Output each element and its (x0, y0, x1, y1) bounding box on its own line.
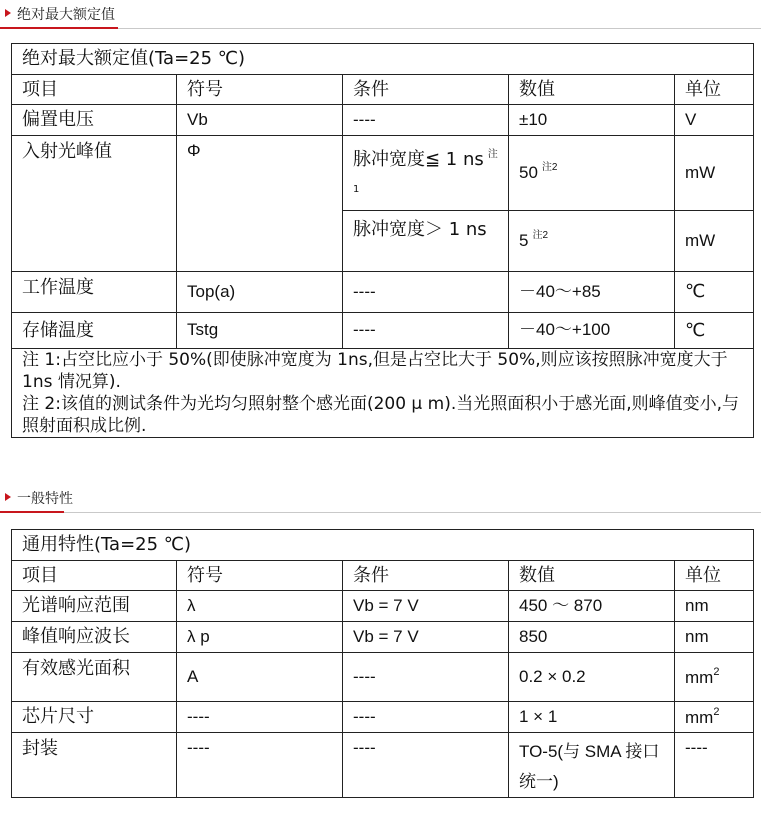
cell-unit: ---- (675, 733, 754, 798)
unit-text: mm (685, 667, 714, 687)
unit-exponent: 2 (713, 665, 720, 678)
table-row (12, 105, 754, 136)
cell-condition: Vb = 7 V (343, 622, 509, 653)
cell-symbol: Φ (177, 136, 343, 272)
header-value: 数值 (509, 75, 675, 105)
cell-unit: nm (675, 591, 754, 622)
cell-item: 偏置电压 (12, 105, 177, 136)
section-title: 绝对最大额定值 (17, 7, 115, 23)
cell-value: －40～+85 (509, 272, 675, 313)
divider-accent (0, 511, 64, 513)
cell-item: 芯片尺寸 (12, 702, 177, 733)
value-text: 50 (519, 163, 538, 183)
general-characteristics-table (11, 529, 754, 798)
condition-text: 脉冲宽度≦ 1 ns (353, 149, 484, 170)
header-item: 项目 (12, 561, 177, 591)
table-row (12, 702, 754, 733)
header-condition: 条件 (343, 75, 509, 105)
section-heading-absolute-max (0, 0, 767, 30)
section-heading-general (0, 484, 767, 514)
table-row (12, 313, 754, 349)
cell-item: 入射光峰值 (12, 136, 177, 272)
cell-symbol: A (177, 653, 343, 702)
table-row (12, 272, 754, 313)
table-row (12, 653, 754, 702)
footnotes (12, 349, 754, 438)
cell-condition: ---- (343, 653, 509, 702)
header-value: 数值 (509, 561, 675, 591)
cell-unit: mW (675, 136, 754, 211)
cell-value (509, 136, 675, 211)
cell-value (509, 211, 675, 272)
cell-condition: ---- (343, 733, 509, 798)
table-row (12, 591, 754, 622)
header-symbol: 符号 (177, 561, 343, 591)
cell-symbol: ---- (177, 733, 343, 798)
cell-symbol: λ p (177, 622, 343, 653)
header-symbol: 符号 (177, 75, 343, 105)
table-row (12, 622, 754, 653)
cell-condition: Vb = 7 V (343, 591, 509, 622)
cell-item: 光谱响应范围 (12, 591, 177, 622)
cell-value: 450 ～ 870 (509, 591, 675, 622)
cell-symbol: Top(a) (177, 272, 343, 313)
cell-condition: ---- (343, 272, 509, 313)
cell-item: 封装 (12, 733, 177, 798)
footnote-ref: 注2 (541, 162, 558, 174)
condition-text: 脉冲宽度＞ 1 ns (353, 219, 487, 240)
table-header-row (12, 561, 754, 591)
header-unit: 单位 (675, 75, 754, 105)
table-row (12, 733, 754, 798)
footnote-ref: 注2 (532, 230, 549, 242)
cell-value: 850 (509, 622, 675, 653)
cell-symbol: λ (177, 591, 343, 622)
cell-value: －40～+100 (509, 313, 675, 349)
cell-item: 存储温度 (12, 313, 177, 349)
footnote-ref: 注1 (353, 149, 498, 195)
cell-value: ±10 (509, 105, 675, 136)
absolute-max-table (11, 43, 754, 438)
cell-condition: ---- (343, 702, 509, 733)
cell-unit: mW (675, 211, 754, 272)
cell-unit: ℃ (675, 272, 754, 313)
section-title: 一般特性 (17, 491, 73, 507)
divider (0, 512, 761, 513)
cell-condition (343, 136, 509, 211)
unit-text: mm (685, 707, 714, 727)
cell-item: 工作温度 (12, 272, 177, 313)
footnote-2: 注 2:该值的测试条件为光均匀照射整个感光面(200 μ m).当光照面积小于感光面,则峰值变小,与照射面积成比例. (22, 394, 740, 437)
cell-value: TO-5(与 SMA 接口统一) (509, 733, 675, 798)
table-header-row (12, 75, 754, 105)
triangle-bullet-icon (5, 9, 11, 17)
divider-accent (0, 27, 118, 29)
cell-condition: ---- (343, 313, 509, 349)
footnote-1: 注 1:占空比应小于 50%(即使脉冲宽度为 1ns,但是占空比大于 50%,则应该按照脉冲宽度大于 1ns 情况算). (22, 350, 728, 393)
table-caption: 绝对最大额定值(Ta=25 ℃) (12, 44, 754, 75)
header-condition: 条件 (343, 561, 509, 591)
triangle-bullet-icon (5, 493, 11, 501)
cell-condition (343, 211, 509, 272)
cell-unit (675, 702, 754, 733)
unit-exponent: 2 (713, 705, 720, 718)
cell-unit: ℃ (675, 313, 754, 349)
table-row (12, 136, 754, 211)
cell-unit: nm (675, 622, 754, 653)
cell-value: 1 × 1 (509, 702, 675, 733)
table-caption: 通用特性(Ta=25 ℃) (12, 530, 754, 561)
notes-row (12, 349, 754, 438)
header-unit: 单位 (675, 561, 754, 591)
cell-value: 0.2 × 0.2 (509, 653, 675, 702)
cell-symbol: Vb (177, 105, 343, 136)
cell-item: 峰值响应波长 (12, 622, 177, 653)
cell-symbol: Tstg (177, 313, 343, 349)
value-text: 5 (519, 231, 529, 251)
cell-unit: V (675, 105, 754, 136)
cell-condition: ---- (343, 105, 509, 136)
cell-unit (675, 653, 754, 702)
header-item: 项目 (12, 75, 177, 105)
cell-symbol: ---- (177, 702, 343, 733)
cell-item: 有效感光面积 (12, 653, 177, 702)
